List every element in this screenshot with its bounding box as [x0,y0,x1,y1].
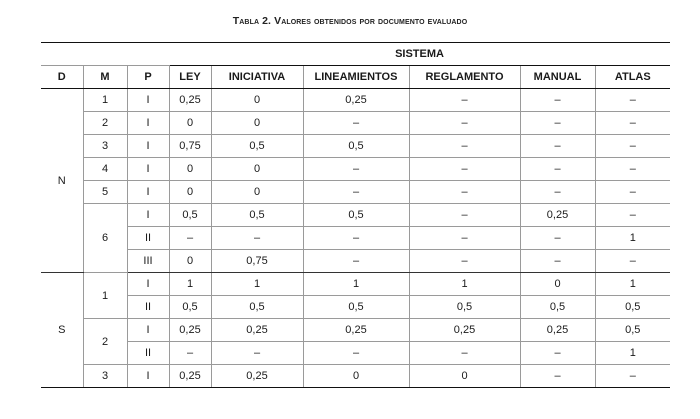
cell-value: 0 [169,181,211,204]
table-row [41,112,670,135]
cell-value: 0,25 [169,319,211,342]
cell-value: 0,5 [520,296,595,319]
cell-p: I [127,181,169,204]
cell-value: 1 [303,273,409,296]
cell-value: – [169,342,211,365]
cell-value: 0,25 [520,204,595,227]
cell-value: 0 [409,365,520,388]
cell-value: 1 [169,273,211,296]
cell-value: – [409,250,520,273]
cell-m: 5 [83,181,127,204]
column-header: REGLAMENTO [409,66,520,89]
cell-value: – [303,227,409,250]
cell-value: – [520,135,595,158]
cell-value: 0,5 [169,204,211,227]
column-header: MANUAL [520,66,595,89]
cell-m: 2 [83,319,127,365]
cell-value: 0 [211,158,303,181]
cell-m: 3 [83,365,127,388]
table-row [41,158,670,181]
column-header: M [83,66,127,89]
cell-value: 1 [595,342,670,365]
cell-value: 1 [211,273,303,296]
cell-m: 4 [83,158,127,181]
header-group-row [41,43,670,66]
cell-value: 1 [595,273,670,296]
cell-value: 0,5 [169,296,211,319]
table-caption: Tabla 2. Valores obtenidos por documento evaluado [232,15,468,27]
cell-m: 3 [83,135,127,158]
cell-value: – [595,250,670,273]
cell-p: II [127,296,169,319]
table-row [41,365,670,388]
cell-value: 0 [211,89,303,112]
cell-p: I [127,365,169,388]
cell-m: 6 [83,204,127,273]
cell-p: I [127,273,169,296]
cell-value: 0 [169,158,211,181]
cell-p: I [127,135,169,158]
table-row [41,135,670,158]
column-header: LINEAMIENTOS [303,66,409,89]
table-body [41,89,670,388]
table-row [41,227,670,250]
cell-value: – [409,181,520,204]
cell-value: – [409,204,520,227]
cell-value: 0,75 [211,250,303,273]
cell-value: 0,5 [595,319,670,342]
table-row [41,319,670,342]
cell-value: – [409,158,520,181]
cell-value: 0,25 [303,89,409,112]
cell-value: 0,5 [303,296,409,319]
cell-value: 0,5 [211,135,303,158]
cell-value: – [409,135,520,158]
cell-value: – [595,89,670,112]
cell-p: I [127,158,169,181]
cell-value: – [303,250,409,273]
table-row [41,181,670,204]
cell-value: 0,25 [303,319,409,342]
cell-value: – [520,158,595,181]
cell-value: 0 [211,181,303,204]
cell-p: I [127,319,169,342]
cell-value: 0,5 [303,204,409,227]
column-header: P [127,66,169,89]
cell-value: – [409,89,520,112]
cell-value: – [303,181,409,204]
cell-d: S [41,273,83,388]
cell-value: – [520,89,595,112]
cell-value: – [595,181,670,204]
cell-value: 0,5 [303,135,409,158]
cell-p: I [127,112,169,135]
cell-value: – [520,181,595,204]
cell-p: I [127,204,169,227]
cell-value: 0,25 [169,365,211,388]
cell-value: 0,5 [595,296,670,319]
cell-value: – [595,158,670,181]
cell-value: – [303,112,409,135]
cell-value: – [520,227,595,250]
values-table [41,42,670,388]
column-header: LEY [169,66,211,89]
cell-p: II [127,342,169,365]
table-row [41,89,670,112]
column-header: ATLAS [595,66,670,89]
cell-value: – [211,342,303,365]
table-row [41,250,670,273]
cell-p: II [127,227,169,250]
column-header: D [41,66,83,89]
table-row [41,296,670,319]
cell-value: 0,75 [169,135,211,158]
cell-value: 0,25 [520,319,595,342]
header-spacer [41,43,169,66]
cell-p: I [127,89,169,112]
cell-value: – [409,342,520,365]
cell-value: – [520,250,595,273]
cell-d: N [41,89,83,273]
table-row [41,342,670,365]
cell-value: 0 [169,250,211,273]
cell-m: 2 [83,112,127,135]
column-header: INICIATIVA [211,66,303,89]
cell-value: – [211,227,303,250]
cell-value: 0,25 [211,365,303,388]
cell-value: 0 [520,273,595,296]
header-sistema: SISTEMA [169,43,670,66]
cell-value: – [169,227,211,250]
cell-value: – [520,365,595,388]
cell-value: 0,25 [211,319,303,342]
cell-p: III [127,250,169,273]
cell-value: 1 [595,227,670,250]
cell-value: – [595,365,670,388]
cell-value: 0 [169,112,211,135]
cell-value: – [595,135,670,158]
cell-value: – [303,342,409,365]
cell-value: – [409,112,520,135]
cell-value: – [409,227,520,250]
cell-value: – [595,112,670,135]
cell-value: 0,25 [409,319,520,342]
cell-value: 0 [211,112,303,135]
cell-value: – [595,204,670,227]
cell-value: – [520,112,595,135]
cell-value: 0,25 [169,89,211,112]
header-columns-row [41,66,670,89]
cell-value: 0,5 [211,204,303,227]
cell-value: – [303,158,409,181]
cell-value: 1 [409,273,520,296]
cell-m: 1 [83,273,127,319]
table-row [41,204,670,227]
cell-m: 1 [83,89,127,112]
cell-value: – [520,342,595,365]
cell-value: 0,5 [409,296,520,319]
cell-value: 0,5 [211,296,303,319]
cell-value: 0 [303,365,409,388]
table-row [41,273,670,296]
